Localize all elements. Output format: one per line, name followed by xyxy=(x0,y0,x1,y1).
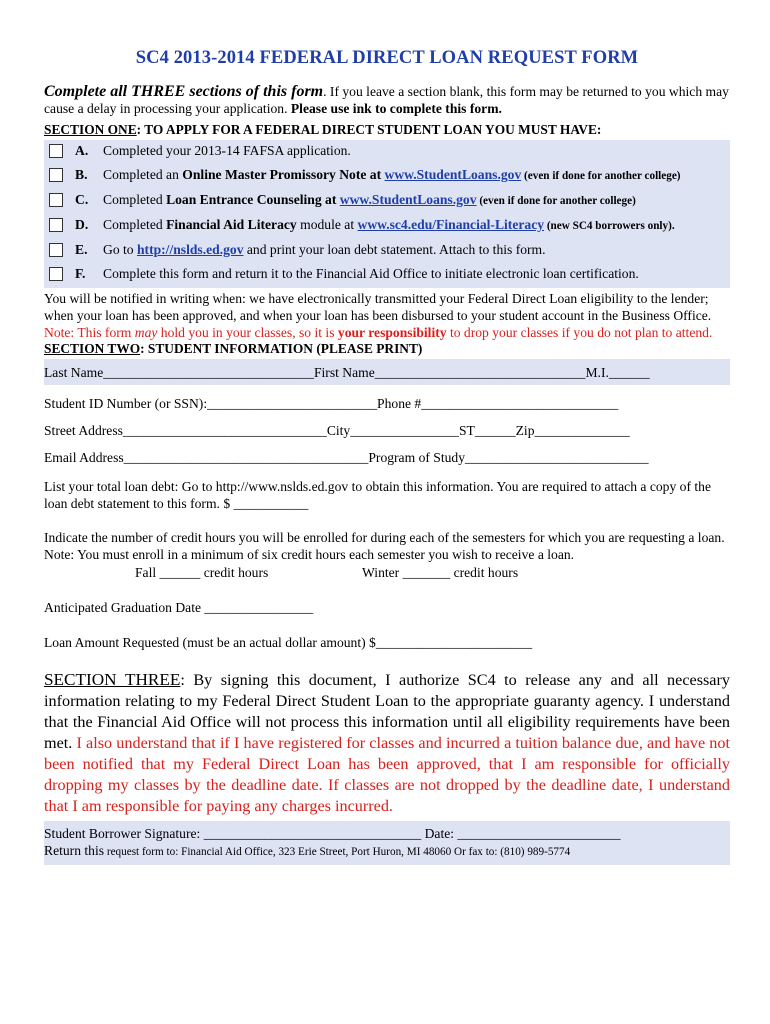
notice-red-3: to drop your classes if you do not plan to attend. xyxy=(446,325,713,340)
return-address: request form to: Financial Aid Office, 323 Erie Street, Port Huron, MI 48060 Or fax to: (810) 989-5774 xyxy=(104,846,571,858)
checklist-text xyxy=(103,217,730,234)
checklist-link[interactable]: www.StudentLoans.gov xyxy=(339,192,477,207)
checkbox[interactable] xyxy=(49,193,63,207)
intro-text: . If you leave a section blank, this form may be returned to you which may cause a delay in processing your application. xyxy=(44,84,729,116)
section-three-label: SECTION THREE xyxy=(44,670,181,689)
checkbox[interactable] xyxy=(49,243,63,257)
section-three-text: : By signing this document, I authorize SC4 to release any and all necessary information relating to my Federal Direct Student Loan to the appropriate guaranty agency. I understand that the Financial Aid Office will not process this information until all eligibility requirements have been met. xyxy=(44,671,730,752)
checklist-item xyxy=(44,266,730,282)
checklist-fragment: module at xyxy=(296,217,358,232)
checkbox[interactable] xyxy=(49,218,63,232)
loan-debt-paragraph[interactable]: List your total loan debt: Go to http://www.nslds.ed.gov to obtain this information. You are required to attach a copy of the loan debt statement to this form. $ ___________ xyxy=(44,479,711,511)
form-title: SC4 2013-2014 FEDERAL DIRECT LOAN REQUEST FORM xyxy=(135,48,639,68)
checklist-letter: D. xyxy=(75,217,89,232)
checklist-item xyxy=(44,143,730,159)
checklist-note: (even if done for another college) xyxy=(521,170,681,182)
section-two-fields xyxy=(44,359,730,385)
checklist-fragment: Online Master Promissory Note at xyxy=(182,167,385,182)
return-lead: Return this xyxy=(44,843,105,858)
graduation-date-field[interactable]: Anticipated Graduation Date ________________ xyxy=(44,600,314,615)
checklist-text xyxy=(103,266,730,282)
credit-hours-row xyxy=(44,565,730,581)
checklist-letter: F. xyxy=(75,266,86,281)
checklist-item xyxy=(44,217,730,234)
section-one-label: SECTION ONE xyxy=(44,122,137,137)
checkbox[interactable] xyxy=(49,267,63,281)
address-field-row[interactable]: Street Address______________________________City________________ST______Zip______________ xyxy=(44,423,630,438)
notification-paragraph xyxy=(44,290,730,341)
intro-paragraph xyxy=(44,83,730,117)
section-one-checklist xyxy=(44,140,730,288)
checklist-link[interactable]: http://nslds.ed.gov xyxy=(136,242,244,257)
checklist-fragment: Completed xyxy=(103,217,167,232)
fall-credit-hours-field[interactable]: Fall ______ credit hours xyxy=(135,565,269,580)
credit-hours-paragraph: Indicate the number of credit hours you will be enrolled for during each of the semesters for which you are requesting a loan. Note: You must enroll in a minimum of six credit hours each semester you wish to receive a loan. xyxy=(44,530,725,562)
notice-red-bold: your responsibility xyxy=(337,325,447,340)
intro-lead: Complete all THREE sections of this form xyxy=(44,83,324,100)
checklist-text xyxy=(103,192,730,209)
section-three-warning: I also understand that if I have registered for classes and incurred a tuition balance due, and have not been notified that my Federal Direct Loan has been approved, that I am responsible for officially dropping my classes by the deadline date. If classes are not dropped by the deadline date, I understand that I am responsible for paying any charges incurred. xyxy=(44,734,730,815)
checkbox[interactable] xyxy=(49,144,63,158)
notice-red-2: hold you in your classes, so it is xyxy=(157,325,338,340)
checklist-text xyxy=(103,167,730,184)
checklist-fragment: Financial Aid Literacy xyxy=(166,217,297,232)
section-two-title: : STUDENT INFORMATION (PLEASE PRINT) xyxy=(140,341,423,356)
checklist-text xyxy=(103,242,730,258)
notice-warning xyxy=(44,325,712,340)
email-program-field-row[interactable]: Email Address____________________________________Program of Study___________________________ xyxy=(44,450,649,465)
intro-ink-note: Please use ink to complete this form. xyxy=(290,101,502,116)
section-three-paragraph xyxy=(44,669,730,817)
checklist-link[interactable]: www.StudentLoans.gov xyxy=(384,167,522,182)
section-one-title: : TO APPLY FOR A FEDERAL DIRECT STUDENT LOAN YOU MUST HAVE: xyxy=(136,122,602,137)
notice-text: You will be notified in writing when: we have electronically transmitted your Federal Direct Loan eligibility to the lender; when your loan has been approved, and when your loan has been disbursed to your student account in the Business Office. xyxy=(44,291,712,323)
loan-request-form xyxy=(44,48,730,865)
checklist-fragment: Completed your 2013-14 FAFSA application. xyxy=(103,143,351,158)
checklist-item xyxy=(44,242,730,258)
checklist-letter: E. xyxy=(75,242,88,257)
checklist-fragment: Complete this form and return it to the Financial Aid Office to initiate electronic loan certification. xyxy=(103,266,639,281)
notice-red-italic: may xyxy=(134,325,158,340)
checklist-note: (even if done for another college) xyxy=(476,195,636,207)
section-one-heading xyxy=(44,122,730,138)
checkbox[interactable] xyxy=(49,168,63,182)
checklist-text xyxy=(103,143,730,159)
winter-credit-hours-field[interactable]: Winter _______ credit hours xyxy=(362,565,519,580)
checklist-fragment: Loan Entrance Counseling at xyxy=(166,192,340,207)
signature-footer xyxy=(44,821,730,865)
checklist-letter: C. xyxy=(75,192,89,207)
return-instructions xyxy=(44,842,730,861)
checklist-item xyxy=(44,167,730,184)
checklist-letter: A. xyxy=(75,143,89,158)
checklist-note: (new SC4 borrowers only). xyxy=(544,220,675,232)
id-phone-field-row[interactable]: Student ID Number (or SSN):_________________________Phone #_____________________________ xyxy=(44,396,619,411)
section-two-label: SECTION TWO xyxy=(44,341,141,356)
checklist-link[interactable]: www.sc4.edu/Financial-Literacy xyxy=(357,217,545,232)
checklist-fragment: Go to xyxy=(103,242,137,257)
notice-red-1: Note: This form xyxy=(44,325,135,340)
name-field-row[interactable]: Last Name_______________________________First Name_______________________________M.I.______ xyxy=(44,365,650,380)
signature-date-field[interactable]: Student Borrower Signature: ________________________________ Date: ________________________ xyxy=(44,826,621,841)
loan-amount-field[interactable]: Loan Amount Requested (must be an actual dollar amount) $_______________________ xyxy=(44,635,533,650)
checklist-fragment: Completed xyxy=(103,192,167,207)
checklist-item xyxy=(44,192,730,209)
checklist-letter: B. xyxy=(75,167,88,182)
checklist-fragment: Completed an xyxy=(103,167,183,182)
checklist-fragment: and print your loan debt statement. Attach to this form. xyxy=(243,242,546,257)
section-two-heading xyxy=(44,341,730,357)
